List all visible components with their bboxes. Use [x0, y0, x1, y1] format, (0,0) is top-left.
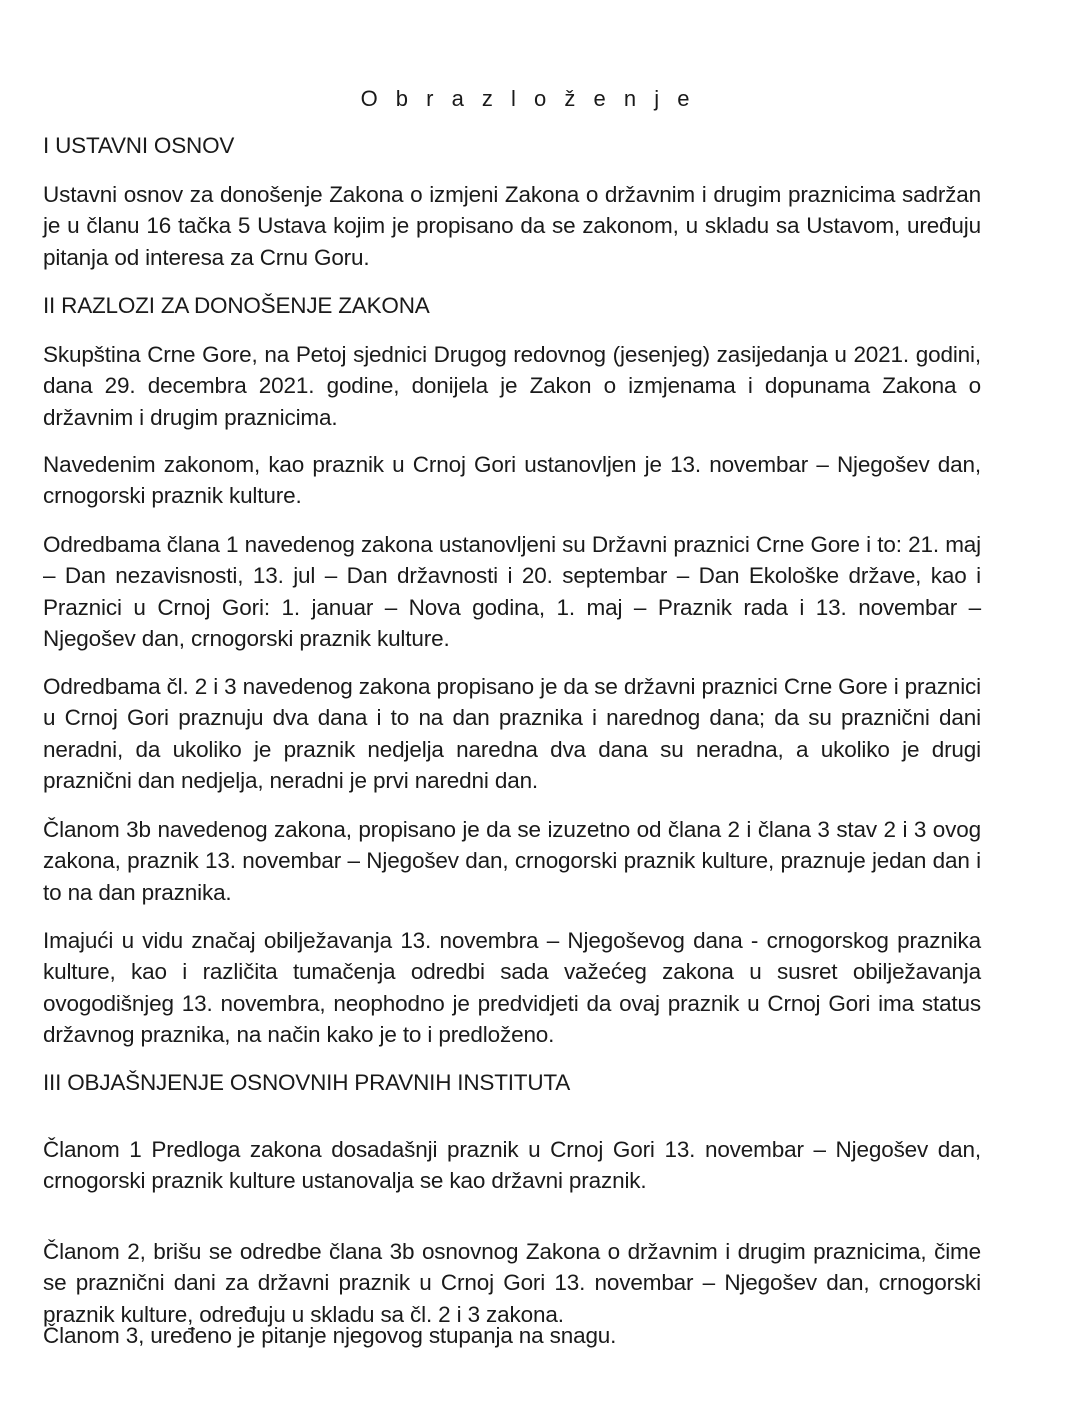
paragraph: Članom 2, brišu se odredbe člana 3b osnovnog Zakona o državnim i drugim praznicima, čime se praznični dani za državni praznik u Crnoj Gori 13. novembar – Njegošev dan, crnogorski praznik kulture, određuju u skladu sa čl. 2 i 3 zakona.	[43, 1239, 981, 1327]
paragraph: Skupština Crne Gore, na Petoj sjednici Drugog redovnog (jesenjeg) zasijedanja u 2021. godini, dana 29. decembra 2021. godine, donijela je Zakon o izmjenama i dopunama Zakona o državnim i drugim praznicima.	[43, 342, 981, 430]
document-title: O b r a z l o ž e n j e	[360, 86, 696, 111]
paragraph: Članom 3b navedenog zakona, propisano je da se izuzetno od člana 2 i člana 3 stav 2 i 3 ovog zakona, praznik 13. novembar – Njegošev dan, crnogorski praznik kulture, praznuje jedan dan i to na dan praznika.	[43, 817, 981, 905]
paragraph: Ustavni osnov za donošenje Zakona o izmjeni Zakona o državnim i drugim praznicima sadržan je u članu 16 tačka 5 Ustava kojim je propisano da se zakonom, u skladu sa Ustavom, uređuju pitanja od interesa za Crnu Goru.	[43, 182, 981, 270]
paragraph: Članom 3, uređeno je pitanje njegovog stupanja na snagu.	[43, 1323, 617, 1348]
paragraph: Odredbama člana 1 navedenog zakona ustanovljeni su Državni praznici Crne Gore i to: 21. maj – Dan nezavisnosti, 13. jul – Dan državnosti i 20. septembar – Dan Ekološke države, kao i Praznici u Crnoj Gori: 1. januar – Nova godina, 1. maj – Praznik rada i 13. novembar – Njegošev dan, crnogorski praznik kulture.	[43, 532, 981, 651]
section-heading-razlozi: II RAZLOZI ZA DONOŠENJE ZAKONA	[43, 293, 430, 318]
section-heading-ustavni-osnov: I USTAVNI OSNOV	[43, 133, 235, 158]
paragraph: Navedenim zakonom, kao praznik u Crnoj Gori ustanovljen je 13. novembar – Njegošev dan, crnogorski praznik kulture.	[43, 452, 981, 509]
paragraph: Imajući u vidu značaj obilježavanja 13. novembra – Njegoševog dana - crnogorskog praznika kulture, kao i različita tumačenja odredbi sada važećeg zakona u susret obilježavanja ovogodišnjeg 13. novembra, neophodno je predvidjeti da ovaj praznik u Crnoj Gori ima status državnog praznika, na način kako je to i predloženo.	[43, 928, 981, 1047]
section-heading-objasnjenje: III OBJAŠNJENJE OSNOVNIH PRAVNIH INSTITUTA	[43, 1070, 571, 1095]
paragraph: Članom 1 Predloga zakona dosadašnji praznik u Crnoj Gori 13. novembar – Njegošev dan, crnogorski praznik kulture ustanovalja se kao državni praznik.	[43, 1137, 981, 1194]
paragraph: Odredbama čl. 2 i 3 navedenog zakona propisano je da se državni praznici Crne Gore i praznici u Crnoj Gori praznuju dva dana i to na dan praznika i narednog dana; da su praznični dani neradni, da ukoliko je praznik nedjelja naredna dva dana su neradna, a ukoliko je drugi praznični dan nedjelja, neradni je prvi naredni dan.	[43, 674, 981, 793]
